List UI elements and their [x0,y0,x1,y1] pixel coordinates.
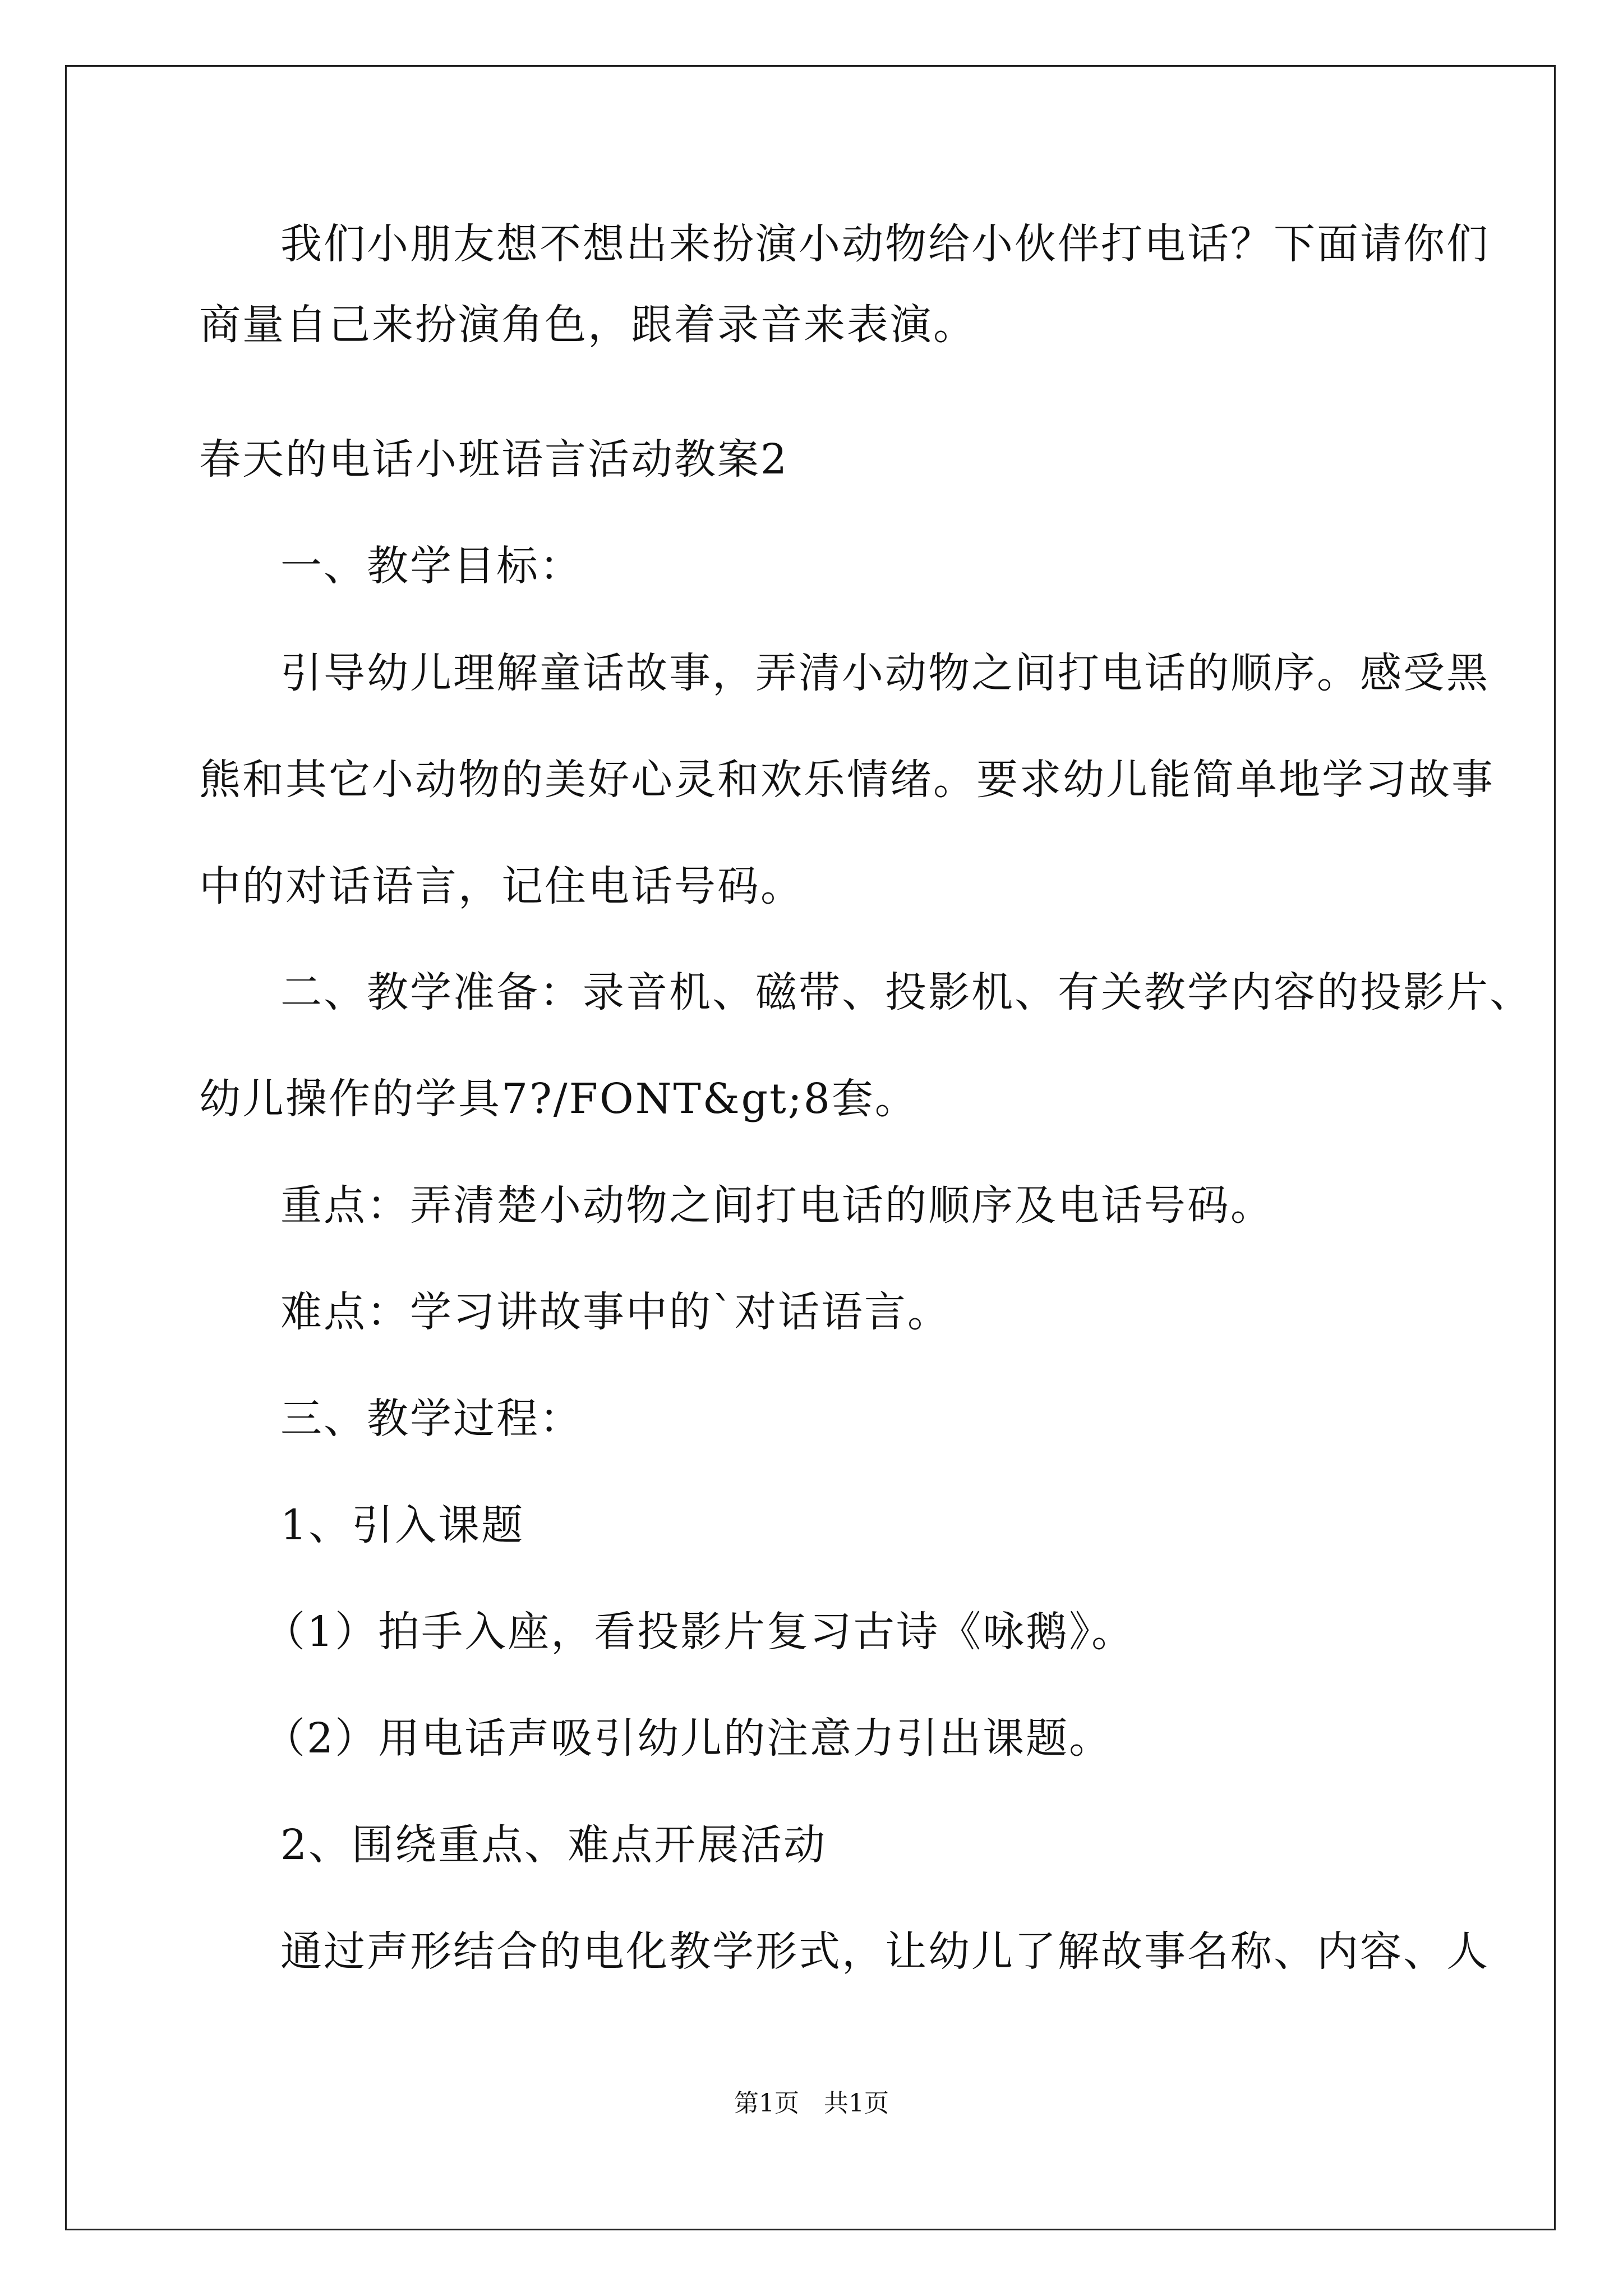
paragraph-line: 中的对话语言，记住电话号码。 [199,862,804,910]
paragraph-line: 幼儿操作的学具7?/FONT&gt;8套。 [199,1075,918,1123]
page-border [65,65,1556,2230]
paragraph-key-point: 重点：弄清楚小动物之间打电话的顺序及电话号码。 [280,1181,1274,1230]
paragraph-line: 我们小朋友想不想出来扮演小动物给小伙伴打电话？下面请你们 [280,220,1490,268]
section-title: 春天的电话小班语言活动教案2 [199,435,789,484]
paragraph-line: 通过声形结合的电化教学形式，让幼儿了解故事名称、内容、人 [280,1927,1490,1976]
heading-teaching-goals: 一、教学目标： [280,542,583,590]
heading-teaching-process: 三、教学过程： [280,1395,583,1443]
list-item: 2、围绕重点、难点开展活动 [280,1821,827,1869]
paragraph-line: 引导幼儿理解童话故事，弄清小动物之间打电话的顺序。感受黑 [280,649,1490,697]
list-item: （2）用电话声吸引幼儿的注意力引出课题。 [264,1714,1113,1763]
list-item: （1）拍手入座，看投影片复习古诗《咏鹅》。 [264,1608,1135,1656]
paragraph-difficulty: 难点：学习讲故事中的`对话语言。 [280,1288,951,1336]
list-item: 1、引入课题 [280,1501,525,1549]
page-number: 第1页 共1页 [734,2089,889,2118]
paragraph-line: 二、教学准备：录音机、磁带、投影机、有关教学内容的投影片、 [280,968,1533,1016]
paragraph-line: 商量自己来扮演角色，跟着录音来表演。 [199,301,976,349]
paragraph-line: 熊和其它小动物的美好心灵和欢乐情绪。要求幼儿能简单地学习故事 [199,756,1495,804]
